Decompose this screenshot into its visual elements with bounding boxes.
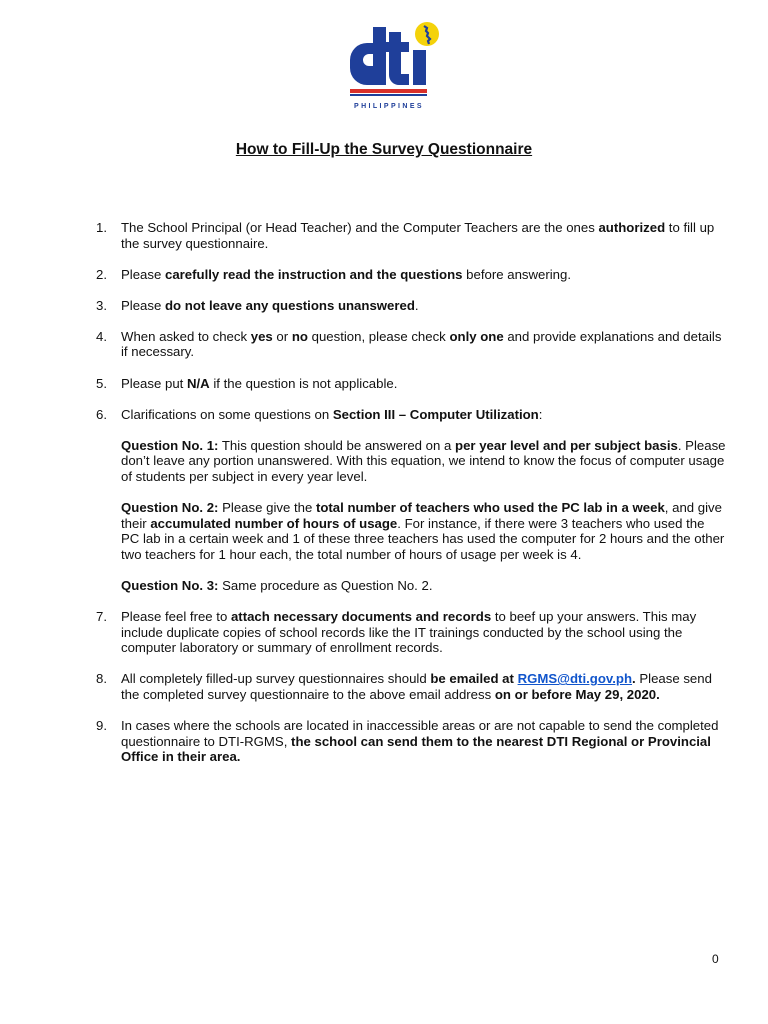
list-item <box>96 609 726 656</box>
item-text: and provide explanations and details if necessary. <box>121 328 722 360</box>
item-number: 4. <box>96 328 107 344</box>
item-text: question, please check <box>307 328 450 344</box>
item-bold: carefully read the instruction and the questions <box>165 266 463 282</box>
question-label: Question No. 1: <box>121 437 219 453</box>
item-bold: yes <box>250 328 273 344</box>
question-1-note <box>121 438 726 485</box>
list-item <box>96 671 726 702</box>
item-number: 8. <box>96 671 107 687</box>
item-text: , and give their <box>121 500 722 531</box>
question-2-note <box>121 500 726 562</box>
item-text: : <box>538 406 543 422</box>
item-number: 3. <box>96 297 107 313</box>
list-item <box>96 407 726 594</box>
item-number: 1. <box>96 220 107 235</box>
item-text: before answering. <box>462 266 572 282</box>
item-bold: attach necessary documents and records <box>230 609 492 624</box>
item-bold: the school can send them to the nearest DTI Regional or Provincial Office in their area. <box>121 733 711 765</box>
item-bold: only one <box>449 328 504 344</box>
item-number: 7. <box>96 609 107 624</box>
question-3-note <box>121 578 726 594</box>
item-bold: authorized <box>598 220 666 235</box>
item-number: 2. <box>96 266 107 282</box>
item-text: Please give the <box>218 500 316 516</box>
item-bold: no <box>291 328 308 344</box>
item-text: . Please don’t leave any portion unanswered. With this equation, we intend to know the focus of computer usage of students per subject in every year level. <box>121 437 726 484</box>
dti-logo <box>342 20 442 112</box>
list-item <box>96 220 726 251</box>
list-item <box>96 298 726 314</box>
item-number: 5. <box>96 375 107 391</box>
item-bold: Section III – Computer Utilization <box>332 406 539 422</box>
item-bold: do not leave any questions unanswered <box>165 297 415 313</box>
item-text: to beef up your answers. This may include duplicate copies of school records like the IT trainings conducted by the school using the computer laboratory or summary of enrollment records. <box>121 609 697 656</box>
item-number: 9. <box>96 717 107 733</box>
item-text: . <box>414 297 419 313</box>
page-number: 0 <box>712 952 719 966</box>
item-bold: be emailed at <box>430 671 518 687</box>
item-bold: N/A <box>186 375 210 391</box>
list-item <box>96 376 726 392</box>
item-text: Please <box>121 266 165 282</box>
item-text: Please put <box>121 375 187 391</box>
item-text: In cases where the schools are located in inaccessible areas or are not capable to send the completed questionnaire to DTI-RGMS, <box>121 717 719 749</box>
item-text: to fill up the survey questionnaire. <box>121 220 715 251</box>
item-text: Please feel free to <box>121 609 231 624</box>
item-bold: accumulated number of hours of usage <box>150 515 398 531</box>
item-text: All completely filled-up survey questionnaires should <box>121 671 431 687</box>
item-text: or <box>272 328 292 344</box>
question-label: Question No. 3: <box>121 577 219 593</box>
item-bold: . <box>632 671 636 687</box>
item-text: When asked to check <box>121 328 251 344</box>
red-stripe <box>350 89 427 93</box>
blue-stripe <box>350 94 427 96</box>
question-clarifications <box>121 438 726 594</box>
item-number: 6. <box>96 406 107 422</box>
list-item <box>96 718 726 765</box>
email-link[interactable]: RGMS@dti.gov.ph <box>517 671 633 687</box>
question-label: Question No. 2: <box>121 500 219 516</box>
list-item <box>96 267 726 283</box>
item-text: Please send the completed survey questionnaire to the above email address <box>121 671 712 702</box>
instruction-list <box>96 220 726 780</box>
letter-i <box>413 50 426 85</box>
item-bold: per year level and per subject basis <box>455 437 678 453</box>
item-text: Please <box>121 297 165 313</box>
page-title: How to Fill-Up the Survey Questionnaire <box>235 141 533 158</box>
item-text: if the question is not applicable. <box>209 375 398 391</box>
item-text: The School Principal (or Head Teacher) and the Computer Teachers are the ones <box>121 220 599 235</box>
item-text: Same procedure as Question No. 2. <box>218 577 433 593</box>
item-text: Clarifications on some questions on <box>121 406 333 422</box>
letter-d <box>350 27 386 85</box>
logo-subtext: PHILIPPINES <box>354 103 424 110</box>
letter-t <box>384 32 409 85</box>
item-text: . For instance, if there were 3 teachers who used the PC lab in a certain week and 1 of these three teachers has used the computer for 2 hours and the other two teachers for 1 hour each, the total number of hours of usage per week is 4. <box>121 515 725 562</box>
dti-logo-graphic <box>342 20 442 112</box>
item-text: This question should be answered on a <box>218 437 456 453</box>
item-bold: total number of teachers who used the PC lab in a week <box>315 500 665 516</box>
list-item <box>96 329 726 360</box>
item-bold: on or before May 29, 2020. <box>494 686 660 702</box>
